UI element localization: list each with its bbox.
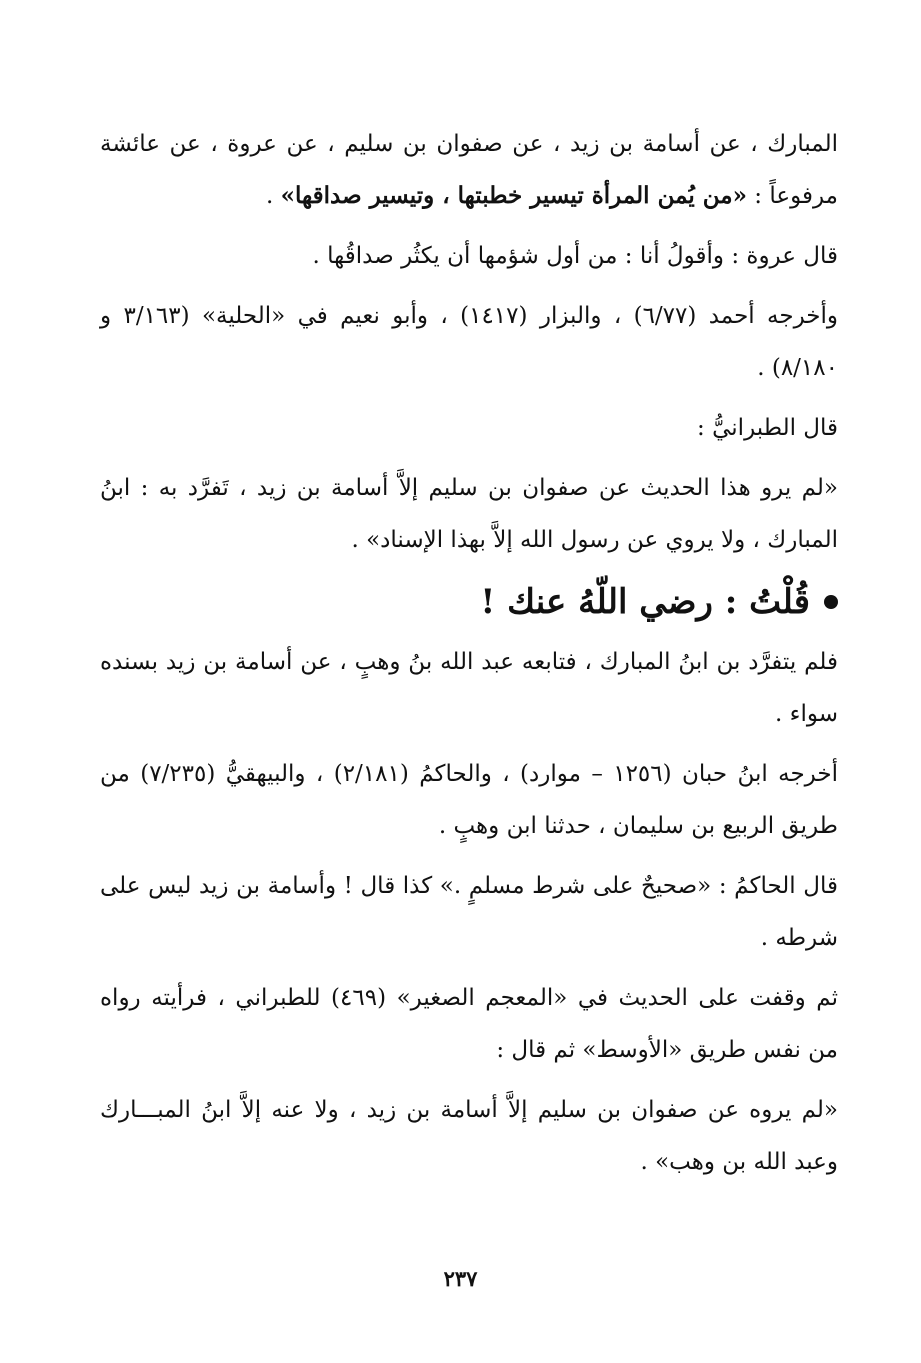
paragraph-10: ثم وقفت على الحديث في «المعجم الصغير» (٤٦٩) للطبراني ، فرأيته رواه من نفس طريق «الأوسط» ثم قال : xyxy=(100,985,838,1063)
paragraph-1 xyxy=(100,118,838,222)
paragraph-7: فلم يتفرَّد بن ابنُ المبارك ، فتابعه عبد الله بنُ وهبٍ ، عن أسامة بن زيد بسنده سواء . xyxy=(100,649,838,727)
paragraph-2: قال عروة : وأقولُ أنا : من أول شؤمها أن يكثُر صداقُها . xyxy=(312,243,838,269)
paragraph-5: «لم يرو هذا الحديث عن صفوان بن سليم إلاَّ أسامة بن زيد ، تَفرَّد به : ابنُ المبارك ، ولا يروي عن رسول الله إلاَّ بهذا الإسناد» . xyxy=(100,475,838,553)
paragraph-1-text-a: المبارك ، عن أسامة بن زيد ، عن صفوان بن سليم ، عن عروة ، عن عائشة مرفوعاً : xyxy=(100,131,838,209)
paragraph-8: أخرجه ابنُ حبان (١٢٥٦ – موارد) ، والحاكمُ (٢/١٨١) ، والبيهقيُّ (٧/٢٣٥) من طريق الربيع بن سليمان ، حدثنا ابن وهبٍ . xyxy=(100,761,838,839)
paragraph-1-bold-quote: «من يُمن المرأة تيسير خطبتها ، وتيسير صداقها» xyxy=(280,182,747,209)
bullet-icon xyxy=(824,595,838,609)
section-heading-text: قُلْتُ : رضي اللّهُ عنك ! xyxy=(480,582,810,622)
paragraph-9: قال الحاكمُ : «صحيحٌ على شرط مسلمٍ .» كذا قال ! وأسامة بن زيد ليس على شرطه . xyxy=(100,873,838,951)
paragraph-3: وأخرجه أحمد (٦/٧٧) ، والبزار (١٤١٧) ، وأبو نعيم في «الحلية» (٣/١٦٣ و ٨/١٨٠) . xyxy=(100,303,839,381)
paragraph-1-text-b: . xyxy=(266,183,281,209)
paragraph-11: «لم يروه عن صفوان بن سليم إلاَّ أسامة بن زيد ، ولا عنه إلاَّ ابنُ المبـــارك وعبد الله بن وهب» . xyxy=(100,1097,838,1175)
section-heading xyxy=(100,574,838,630)
paragraph-4: قال الطبرانيُّ : xyxy=(697,415,838,441)
page-number: ٢٣٧ xyxy=(443,1266,478,1291)
page-body xyxy=(100,118,838,1196)
